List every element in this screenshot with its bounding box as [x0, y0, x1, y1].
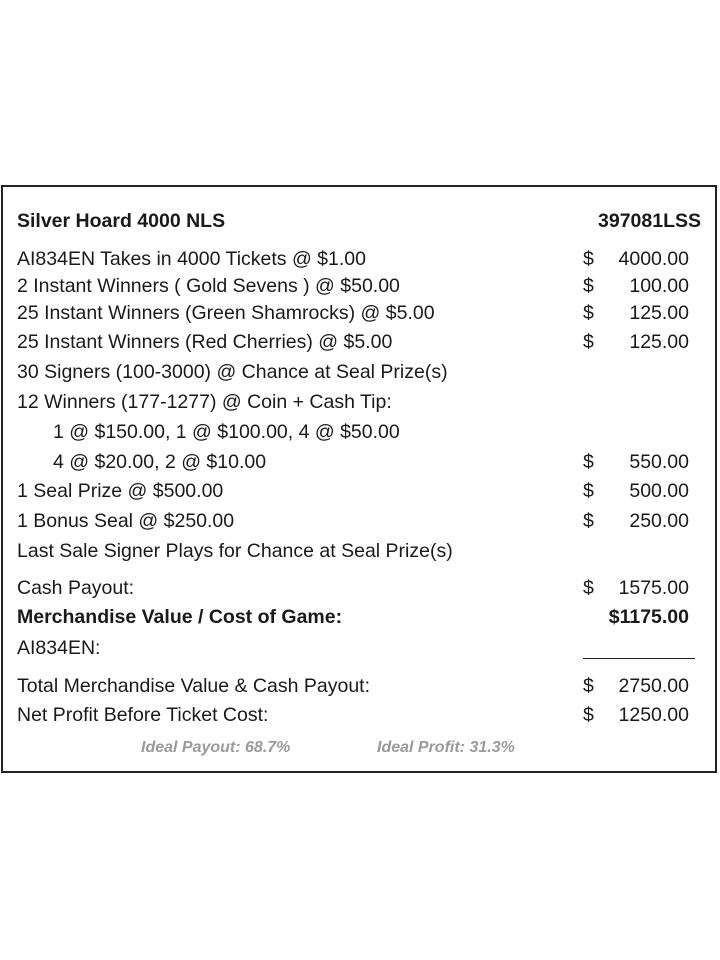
line-last-sale: Last Sale Signer Plays for Chance at Seal Prize(s)	[17, 540, 453, 562]
line-signers: 30 Signers (100-3000) @ Chance at Seal Prize(s)	[17, 361, 448, 383]
amount-value: 125.00	[629, 331, 689, 353]
dollar-sign: $	[583, 302, 594, 324]
game-code: 397081LSS	[598, 210, 701, 232]
dollar-sign: $	[583, 451, 594, 473]
line-winners-detail-1: 1 @ $150.00, 1 @ $100.00, 4 @ $50.00	[53, 421, 400, 443]
game-title: Silver Hoard 4000 NLS	[17, 210, 226, 232]
amount-value: 2750.00	[618, 675, 689, 697]
line-tickets: AI834EN Takes in 4000 Tickets @ $1.00	[17, 248, 366, 270]
merch-value-label: Merchandise Value / Cost of Game:	[17, 606, 343, 628]
line-winners: 12 Winners (177-1277) @ Coin + Cash Tip:	[17, 391, 392, 413]
line-bonus-seal: 1 Bonus Seal @ $250.00	[17, 510, 235, 532]
dollar-sign: $	[583, 704, 594, 726]
dollar-sign: $	[583, 275, 594, 297]
line-red-cherries: 25 Instant Winners (Red Cherries) @ $5.00	[17, 331, 393, 353]
dollar-sign: $	[583, 675, 594, 697]
cash-payout-label: Cash Payout:	[17, 577, 135, 599]
dollar-sign: $	[583, 331, 594, 353]
ideal-payout: Ideal Payout: 68.7%	[141, 739, 291, 756]
net-profit-label: Net Profit Before Ticket Cost:	[17, 704, 269, 726]
line-seal-prize: 1 Seal Prize @ $500.00	[17, 480, 224, 502]
dollar-sign: $	[583, 248, 594, 270]
game-info-card	[1, 185, 717, 773]
amount-value: 125.00	[629, 302, 689, 324]
line-green-shamrocks: 25 Instant Winners (Green Shamrocks) @ $5.00	[17, 302, 435, 324]
line-gold-sevens: 2 Instant Winners ( Gold Sevens ) @ $50.00	[17, 275, 400, 297]
line-winners-detail-2: 4 @ $20.00, 2 @ $10.00	[53, 451, 267, 473]
amount-value: $1175.00	[608, 606, 689, 628]
dollar-sign: $	[583, 577, 594, 599]
signature-line	[583, 658, 695, 659]
amount-value: 550.00	[629, 451, 689, 473]
dollar-sign: $	[583, 510, 594, 532]
total-label: Total Merchandise Value & Cash Payout:	[17, 675, 370, 697]
amount-value: 4000.00	[618, 248, 689, 270]
ideal-profit: Ideal Profit: 31.3%	[377, 739, 515, 756]
amount-value: 100.00	[629, 275, 689, 297]
amount-value: 250.00	[629, 510, 689, 532]
amount-value: 1575.00	[618, 577, 689, 599]
amount-value: 1250.00	[618, 704, 689, 726]
distributor-label: AI834EN:	[17, 637, 101, 659]
dollar-sign: $	[583, 480, 594, 502]
amount-value: 500.00	[629, 480, 689, 502]
